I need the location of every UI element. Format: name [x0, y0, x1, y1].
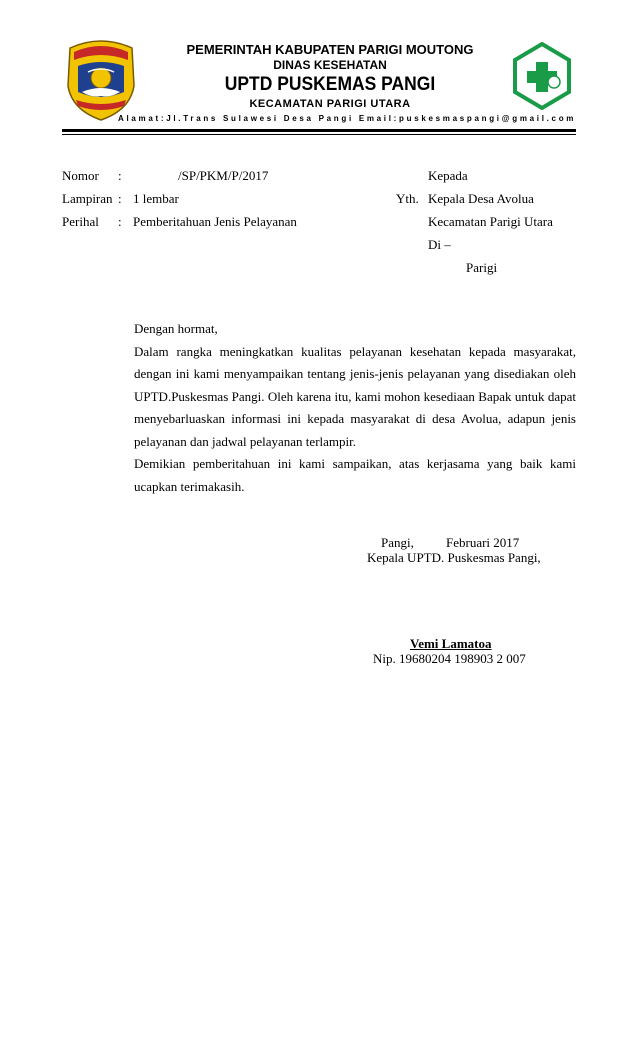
perihal-value: Pemberitahuan Jenis Pelayanan: [133, 214, 297, 229]
body-paragraph-1: Dalam rangka meningkatkan kualitas pelayanan kesehatan kepada masyarakat, dengan ini kami menyampaikan tentang jenis-jenis pelayanan yang disediakan oleh UPTD.Puskesmas Pangi. Oleh karena itu, kami mohon kesediaan Bapak untuk dapat menyebarluaskan informasi ini kepada masyarakat di desa Avolua, adapun jenis pelayanan dan jadwal pelayanan terlampir.: [134, 343, 576, 449]
letterhead-rule-thin: [62, 134, 576, 135]
nomor-value: /SP/PKM/P/2017: [178, 168, 269, 183]
institution-name: UPTD PUSKEMAS PANGI: [224, 74, 436, 95]
lampiran-value: 1 lembar: [133, 191, 179, 206]
letter-body: [134, 318, 576, 498]
greeting: Dengan hormat,: [134, 321, 218, 336]
recipient-line3: Di –: [428, 237, 451, 252]
nomor-separator: :: [118, 168, 122, 183]
district-name: KECAMATAN PARIGI UTARA: [249, 98, 411, 110]
letterhead-rule-thick: [62, 129, 576, 132]
government-name: PEMERINTAH KABUPATEN PARIGI MOUTONG: [186, 42, 474, 57]
letterhead: [0, 0, 638, 140]
perihal-label: Perihal: [62, 214, 99, 229]
address-line: Alamat:Jl.Trans Sulawesi Desa Pangi Email:puskesmaspangi@gmail.com: [118, 114, 577, 123]
signature-place: Pangi,: [381, 535, 414, 550]
recipient-yth: Yth.: [396, 191, 419, 206]
lampiran-label: Lampiran: [62, 191, 113, 206]
body-paragraph-2: Demikian pemberitahuan ini kami sampaikan, atas kerjasama yang baik kami ucapkan terimakasih.: [134, 456, 576, 494]
nomor-label: Nomor: [62, 168, 99, 183]
signer-nip: Nip. 19680204 198903 2 007: [373, 651, 526, 666]
signature-date: Februari 2017: [446, 535, 520, 550]
recipient-line1: Kepala Desa Avolua: [428, 191, 534, 206]
recipient-kepada: Kepada: [428, 168, 468, 183]
lampiran-separator: :: [118, 191, 122, 206]
perihal-separator: :: [118, 214, 122, 229]
recipient-line2: Kecamatan Parigi Utara: [428, 214, 553, 229]
department-name: DINAS KESEHATAN: [273, 58, 387, 72]
letterhead-text: [130, 42, 530, 112]
puskesmas-logo-icon: [512, 42, 572, 110]
signer-name: Vemi Lamatoa: [410, 636, 492, 651]
signature-position: Kepala UPTD. Puskesmas Pangi,: [367, 550, 541, 565]
recipient-line4: Parigi: [466, 260, 498, 275]
